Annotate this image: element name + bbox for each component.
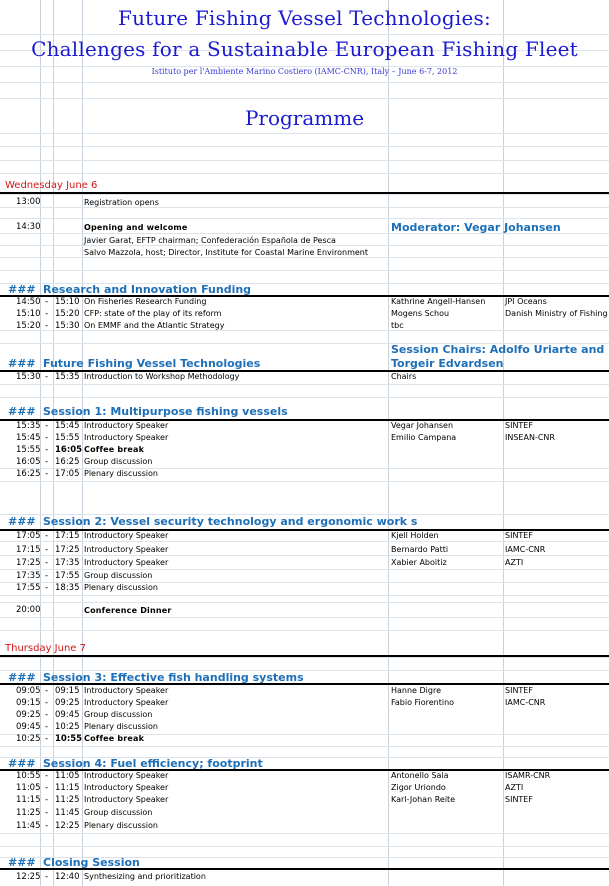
row-speaker: Zigor Uriondo — [391, 783, 446, 792]
row-activity: Synthesizing and prioritization — [84, 872, 206, 881]
row-speaker: Vegar Johansen — [391, 421, 454, 430]
grid-row-line — [0, 630, 609, 631]
moderator-label: Moderator: Vegar Johansen — [391, 221, 561, 234]
row-speaker: Kathrine Angell-Hansen — [391, 297, 486, 306]
grid-row-line — [0, 146, 609, 147]
time-separator: - — [45, 558, 49, 568]
section-title: Future Fishing Vessel Technologies — [43, 357, 261, 370]
row-activity: Introductory Speaker — [84, 771, 169, 780]
row-activity: On Fisheries Research Funding — [84, 297, 207, 306]
grid-row-line — [0, 569, 609, 570]
row-start-time: 11:15 — [16, 795, 41, 805]
row-end-time: 11:15 — [55, 783, 80, 793]
time-separator: - — [45, 571, 49, 581]
title-line-1: Future Fishing Vessel Technologies: — [118, 6, 491, 30]
time-separator: - — [45, 771, 49, 781]
row-activity: Coffee break — [84, 734, 145, 743]
row-end-time: 16:05 — [55, 445, 83, 455]
row-activity: Group discussion — [84, 457, 153, 466]
row-speaker: Kjell Holden — [391, 531, 439, 540]
time-separator: - — [45, 808, 49, 818]
section-title: Research and Innovation Funding — [43, 283, 252, 296]
row-end-time: 17:15 — [55, 531, 80, 541]
row-start-time: 15:55 — [16, 445, 41, 455]
time-separator: - — [45, 421, 49, 431]
row-activity: Plenary discussion — [84, 469, 158, 478]
grid-row-line — [0, 160, 609, 161]
section-title: Session 3: Effective fish handling systems — [43, 671, 304, 684]
row-start-time: 17:05 — [16, 531, 41, 541]
grid-row-line — [0, 846, 609, 847]
section-title: Closing Session — [43, 856, 140, 869]
row-organisation: SINTEF — [505, 421, 533, 430]
time-separator: - — [45, 457, 49, 467]
row-activity: Introductory Speaker — [84, 686, 169, 695]
grid-row-line — [0, 384, 609, 385]
time-separator: - — [45, 686, 49, 696]
grid-row-line — [0, 34, 609, 35]
row-organisation: ISAMR-CNR — [505, 771, 551, 780]
grid-row-line — [0, 330, 609, 331]
row-speaker: Chairs — [391, 372, 417, 381]
registration-time: 13:00 — [16, 197, 41, 207]
row-speaker: tbc — [391, 321, 404, 330]
grid-row-line — [0, 257, 609, 258]
row-activity: Group discussion — [84, 710, 153, 719]
registration-activity: Registration opens — [84, 198, 159, 207]
time-separator: - — [45, 469, 49, 479]
grid-row-line — [0, 555, 609, 556]
row-start-time: 17:25 — [16, 558, 41, 568]
session-chairs-line-1: Session Chairs: Adolfo Uriarte and — [391, 343, 605, 356]
row-start-time: 09:15 — [16, 698, 41, 708]
grid-row-line — [0, 98, 609, 99]
row-start-time: 11:25 — [16, 808, 41, 818]
title-line-2: Challenges for a Sustainable European Fishing Fleet — [31, 37, 578, 61]
opening-activity: Opening and welcome — [84, 223, 188, 232]
row-end-time: 17:05 — [55, 469, 80, 479]
row-end-time: 11:45 — [55, 808, 80, 818]
row-speaker: Mogens Schou — [391, 309, 450, 318]
row-start-time: 15:35 — [16, 421, 41, 431]
row-end-time: 17:55 — [55, 571, 80, 581]
row-organisation: AZTI — [505, 558, 524, 567]
time-separator: - — [45, 710, 49, 720]
time-separator: - — [45, 545, 49, 555]
grid-row-line — [0, 397, 609, 398]
section-marker: ### — [8, 357, 36, 370]
grid-row-line — [0, 833, 609, 834]
section-marker: ### — [8, 283, 36, 296]
section-border — [0, 655, 609, 657]
row-activity: Introductory Speaker — [84, 531, 169, 540]
time-separator: - — [45, 734, 49, 744]
row-organisation: IAMC-CNR — [505, 698, 546, 707]
row-activity: Group discussion — [84, 571, 153, 580]
row-activity: Plenary discussion — [84, 583, 158, 592]
grid-row-line — [0, 82, 609, 83]
row-start-time: 16:25 — [16, 469, 41, 479]
row-organisation: SINTEF — [505, 531, 533, 540]
row-organisation: INSEAN-CNR — [505, 433, 555, 442]
row-start-time: 10:25 — [16, 734, 41, 744]
row-end-time: 16:25 — [55, 457, 80, 467]
row-activity: Introductory Speaker — [84, 698, 169, 707]
row-activity: On EMMF and the Atlantic Strategy — [84, 321, 225, 330]
section-title: Session 1: Multipurpose fishing vessels — [43, 405, 288, 418]
time-separator: - — [45, 795, 49, 805]
grid-row-line — [0, 657, 609, 658]
row-end-time: 09:45 — [55, 710, 80, 720]
row-start-time: 11:05 — [16, 783, 41, 793]
row-end-time: 15:20 — [55, 309, 80, 319]
grid-row-line — [0, 173, 609, 174]
programme-heading: Programme — [244, 106, 365, 130]
section-title: Session 2: Vessel security technology and ergonomic work s — [43, 515, 418, 528]
row-start-time: 10:55 — [16, 771, 41, 781]
time-separator: - — [45, 372, 49, 382]
row-speaker: Hanne Digre — [391, 686, 442, 695]
row-activity: Plenary discussion — [84, 722, 158, 731]
row-speaker: Karl-Johan Reite — [391, 795, 456, 804]
time-separator: - — [45, 297, 49, 307]
grid-row-line — [0, 746, 609, 747]
section-marker: ### — [8, 405, 36, 418]
row-speaker: Xabier Aboitiz — [391, 558, 447, 567]
row-speaker: Antonello Sala — [391, 771, 449, 780]
row-start-time: 17:35 — [16, 571, 41, 581]
row-speaker: Emilio Campana — [391, 433, 457, 442]
opening-time: 14:30 — [16, 222, 41, 232]
row-speaker: Fabio Fiorentino — [391, 698, 455, 707]
row-organisation: Danish Ministry of Fishing — [505, 309, 608, 318]
row-end-time: 17:25 — [55, 545, 80, 555]
row-start-time: 11:45 — [16, 821, 41, 831]
grid-row-line — [0, 218, 609, 219]
grid-row-line — [0, 207, 609, 208]
row-end-time: 15:30 — [55, 321, 80, 331]
row-organisation: SINTEF — [505, 686, 533, 695]
time-separator: - — [45, 309, 49, 319]
time-separator: - — [45, 872, 49, 882]
row-end-time: 18:35 — [55, 583, 80, 593]
row-start-time: 09:05 — [16, 686, 41, 696]
row-start-time: 14:50 — [16, 297, 41, 307]
row-end-time: 11:25 — [55, 795, 80, 805]
row-start-time: 17:55 — [16, 583, 41, 593]
section-marker: ### — [8, 515, 36, 528]
row-end-time: 17:35 — [55, 558, 80, 568]
row-activity: Introductory Speaker — [84, 421, 169, 430]
time-separator: - — [45, 433, 49, 443]
row-activity: Group discussion — [84, 808, 153, 817]
grid-row-line — [0, 270, 609, 271]
section-marker: ### — [8, 757, 36, 770]
row-start-time: 15:10 — [16, 309, 41, 319]
grid-row-line — [0, 541, 609, 542]
section-border — [0, 192, 609, 194]
dinner-time: 20:00 — [16, 605, 41, 615]
row-end-time: 09:25 — [55, 698, 80, 708]
row-organisation: SINTEF — [505, 795, 533, 804]
row-end-time: 12:40 — [55, 872, 80, 882]
row-activity: CFP: state of the play of its reform — [84, 309, 222, 318]
section-marker: ### — [8, 671, 36, 684]
grid-row-line — [0, 194, 609, 195]
opening-speaker-2: Salvo Mazzola, host; Director, Institute for Coastal Marine Environment — [84, 248, 369, 257]
row-start-time: 15:30 — [16, 372, 41, 382]
row-end-time: 10:25 — [55, 722, 80, 732]
time-separator: - — [45, 722, 49, 732]
day-heading-wednesday: Wednesday June 6 — [5, 180, 98, 191]
time-separator: - — [45, 321, 49, 331]
row-end-time: 09:15 — [55, 686, 80, 696]
row-end-time: 11:05 — [55, 771, 80, 781]
dinner-activity: Conference Dinner — [84, 606, 172, 615]
row-start-time: 16:05 — [16, 457, 41, 467]
row-start-time: 17:15 — [16, 545, 41, 555]
section-title: Session 4: Fuel efficiency; footprint — [43, 757, 263, 770]
row-start-time: 09:45 — [16, 722, 41, 732]
day-heading-thursday: Thursday June 7 — [5, 643, 86, 654]
section-marker: ### — [8, 856, 36, 869]
grid-row-line — [0, 481, 609, 482]
row-speaker: Bernardo Patti — [391, 545, 449, 554]
time-separator: - — [45, 698, 49, 708]
grid-row-line — [0, 617, 609, 618]
row-activity: Introductory Speaker — [84, 783, 169, 792]
row-start-time: 09:25 — [16, 710, 41, 720]
row-start-time: 15:45 — [16, 433, 41, 443]
time-separator: - — [45, 821, 49, 831]
row-activity: Coffee break — [84, 445, 145, 454]
row-activity: Plenary discussion — [84, 821, 158, 830]
grid-row-line — [0, 602, 609, 603]
row-end-time: 15:45 — [55, 421, 80, 431]
time-separator: - — [45, 531, 49, 541]
row-activity: Introductory Speaker — [84, 433, 169, 442]
opening-speaker-1: Javier Garat, EFTP chairman; Confederación Española de Pesca — [84, 236, 336, 245]
row-start-time: 12:25 — [16, 872, 41, 882]
row-activity: Introduction to Workshop Methodology — [84, 372, 240, 381]
row-activity: Introductory Speaker — [84, 545, 169, 554]
session-chairs-line-2: Torgeir Edvardsen — [391, 357, 504, 370]
grid-row-line — [0, 133, 609, 134]
grid-row-line — [0, 595, 609, 596]
row-start-time: 15:20 — [16, 321, 41, 331]
grid-row-line — [0, 245, 609, 246]
row-end-time: 15:35 — [55, 372, 80, 382]
time-separator: - — [45, 783, 49, 793]
row-organisation: AZTI — [505, 783, 524, 792]
row-end-time: 12:25 — [55, 821, 80, 831]
row-end-time: 10:55 — [55, 734, 83, 744]
row-activity: Introductory Speaker — [84, 558, 169, 567]
row-end-time: 15:55 — [55, 433, 80, 443]
time-separator: - — [45, 445, 49, 455]
venue-subtitle: Istituto per l'Ambiente Marino Costiero (IAMC-CNR), Italy – June 6-7, 2012 — [151, 67, 458, 76]
row-organisation: JPI Oceans — [505, 297, 547, 306]
row-end-time: 15:10 — [55, 297, 80, 307]
time-separator: - — [45, 583, 49, 593]
row-activity: Introductory Speaker — [84, 795, 169, 804]
row-organisation: IAMC-CNR — [505, 545, 546, 554]
